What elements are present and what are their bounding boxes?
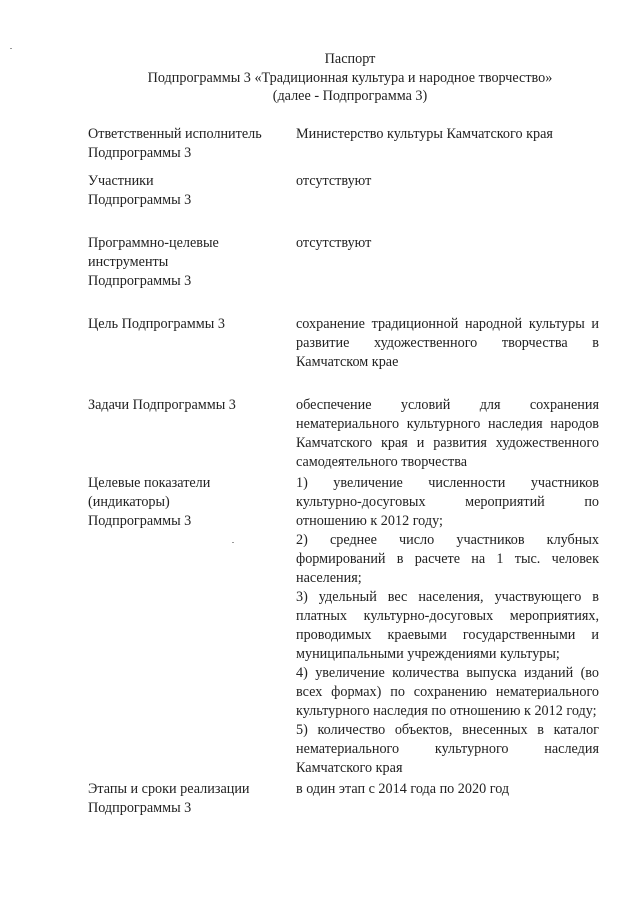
- row-value-tasks: обеспечение условий для сохранения нематериального культурного наследия народов Камчатского края и развития художественного самодеятельного творчества: [296, 397, 599, 470]
- row-value-instruments: отсутствуют: [296, 235, 372, 251]
- row-label-indicators: Целевые показатели (индикаторы) Подпрограммы 3: [88, 475, 211, 529]
- indicator-item: 2) среднее число участников клубных формирований в расчете на 1 тыс. человек населения;: [296, 532, 599, 586]
- row-value-participants: отсутствуют: [296, 173, 372, 189]
- row-value-stages: в один этап с 2014 года по 2020 год: [296, 781, 510, 797]
- subprogram-title: Подпрограммы 3 «Традиционная культура и народное творчество»: [147, 70, 553, 86]
- row-label-instruments: Программно-целевые инструменты Подпрограммы 3: [88, 235, 219, 289]
- row-value-indicators: [296, 474, 599, 778]
- row-label-participants: Участники Подпрограммы 3: [88, 173, 192, 208]
- indicator-item: 4) увеличение количества выпуска изданий (во всех формах) по сохранению нематериального культурного наследия по отношению к 2012 году;: [296, 665, 599, 719]
- indicator-item: 1) увеличение численности участников культурно-досуговых мероприятий по отношению к 2012 году;: [296, 475, 599, 529]
- indicator-item: 5) количество объектов, внесенных в каталог нематериального культурного наследия Камчатского края: [296, 722, 599, 776]
- subprogram-short-name: (далее - Подпрограмма 3): [272, 88, 428, 104]
- passport-title: Паспорт: [324, 51, 376, 67]
- row-value-goal: сохранение традиционной народной культуры и развитие художественного творчества в Камчатском крае: [296, 316, 599, 370]
- row-label-goal: Цель Подпрограммы 3: [88, 316, 225, 332]
- indicator-item: 3) удельный вес населения, участвующего в платных культурно-досуговых мероприятиях, проводимых краевыми государственными и муниципальными учреждениями культуры;: [296, 589, 599, 662]
- row-value-responsible: Министерство культуры Камчатского края: [296, 126, 553, 142]
- scan-speck: [232, 542, 234, 543]
- row-label-tasks: Задачи Подпрограммы 3: [88, 397, 236, 413]
- scan-speck: [10, 48, 12, 49]
- row-label-stages: Этапы и сроки реализации Подпрограммы 3: [88, 781, 250, 816]
- row-label-responsible: Ответственный исполнитель Подпрограммы 3: [88, 126, 262, 161]
